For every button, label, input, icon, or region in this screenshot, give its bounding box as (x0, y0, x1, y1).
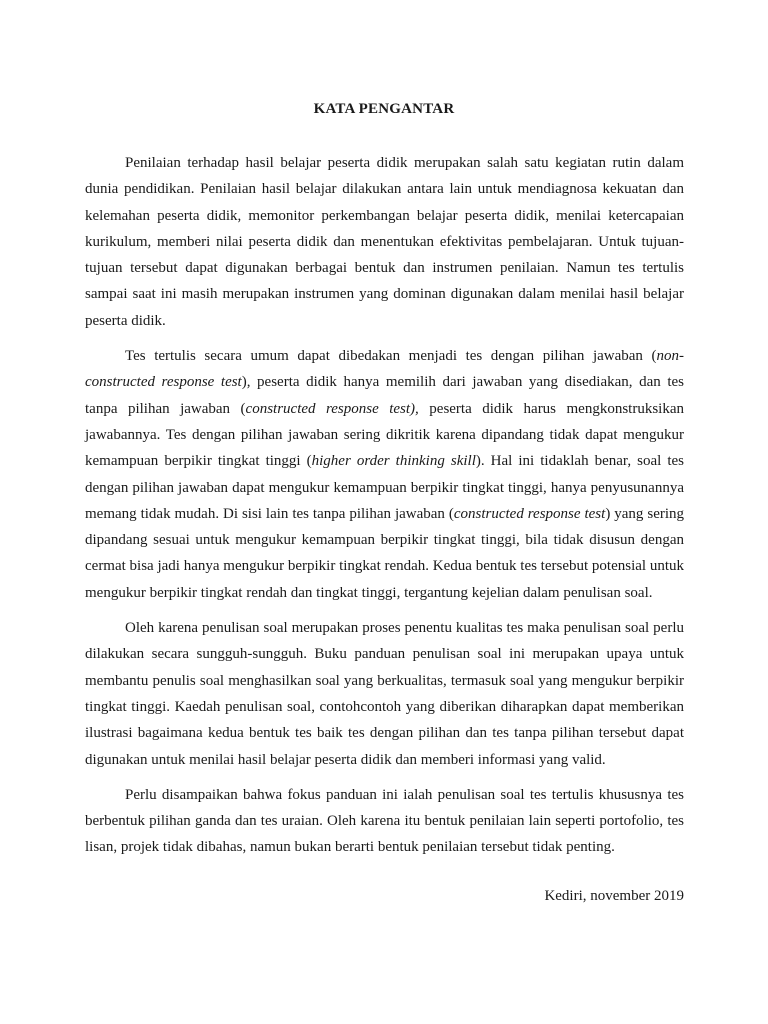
paragraph-text: Oleh karena penulisan soal merupakan proses penentu kualitas tes maka penulisan soal perlu dilakukan secara sungguh-sungguh. Buku panduan penulisan soal ini merupakan upaya untuk membantu penulis soal menghasilkan soal yang berkualitas, termasuk soal yang mengukur berpikir tingkat tinggi. Kaedah penulisan soal, contohcontoh yang diberikan diharapkan dapat memberikan ilustrasi bagaimana kedua bentuk tes baik tes dengan pilihan dan tes tanpa pilihan tersebut dapat digunakan untuk menilai hasil belajar peserta didik dan memberi informasi yang valid. (85, 620, 684, 768)
signature-line: Kediri, november 2019 (544, 888, 684, 904)
italic-term: constructed response test (453, 505, 606, 522)
paragraph-text: Penilaian terhadap hasil belajar peserta didik merupakan salah satu kegiatan rutin dalam dunia pendidikan. Penilaian hasil belajar dilakukan antara lain untuk mendiagnosa kekuatan dan kelemahan peserta didik, memonitor perkembangan belajar peserta didik, menilai ketercapaian kurikulum, memberi nilai peserta didik dan menentukan efektivitas pembelajaran. Untuk tujuan-tujuan tersebut dapat digunakan berbagai bentuk dan instrumen penilaian. Namun tes tertulis sampai saat ini masih merupakan instrumen yang dominan digunakan dalam menilai hasil belajar peserta didik. (85, 155, 684, 329)
italic-term: higher order thinking skill (311, 453, 476, 470)
paragraph-text: ). Hal ini tidaklah benar, soal tes dengan pilihan jawaban dapat mengukur kemampuan berpikir tingkat tinggi, hanya penyusunannya memang tidak mudah. Di sisi lain tes tanpa pilihan jawaban ( (85, 453, 684, 522)
paragraph (85, 782, 684, 861)
paragraph-text: Perlu disampaikan bahwa fokus panduan ini ialah penulisan soal tes tertulis khususnya tes berbentuk pilihan ganda dan tes uraian. Oleh karena itu bentuk penilaian lain seperti portofolio, tes lisan, projek tidak dibahas, namun bukan berarti bentuk penilaian tersebut tidak penting. (85, 786, 684, 856)
page-title: KATA PENGANTAR (313, 101, 455, 117)
paragraph-text: ), peserta didik hanya memilih dari jawaban yang disediakan, dan tes tanpa pilihan jawaban ( (85, 374, 684, 417)
paragraph-text: ) yang sering dipandang sesuai untuk mengukur kemampuan berpikir tingkat tinggi, bila tidak disusun dengan cermat bisa jadi hanya mengukur berpikir tingkat rendah. Kedua bentuk tes tersebut potensial untuk mengukur berpikir tingkat rendah dan tingkat tinggi, tergantung kejelian dalam penulisan soal. (85, 505, 685, 601)
paragraph (85, 343, 684, 606)
paragraph (85, 615, 684, 773)
paragraph-text: Tes tertulis secara umum dapat dibedakan menjadi tes dengan pilihan jawaban ( (125, 348, 657, 365)
paragraph (85, 150, 684, 334)
body-text (85, 150, 684, 870)
italic-term: constructed response test), (245, 400, 419, 417)
paragraph-text: peserta didik harus mengkonstruksikan jawabannya. Tes dengan pilihan jawaban sering dikritik karena dipandang tidak dapat mengukur kemampuan berpikir tingkat tinggi ( (85, 400, 684, 470)
italic-term: non-constructed response test (85, 348, 684, 391)
